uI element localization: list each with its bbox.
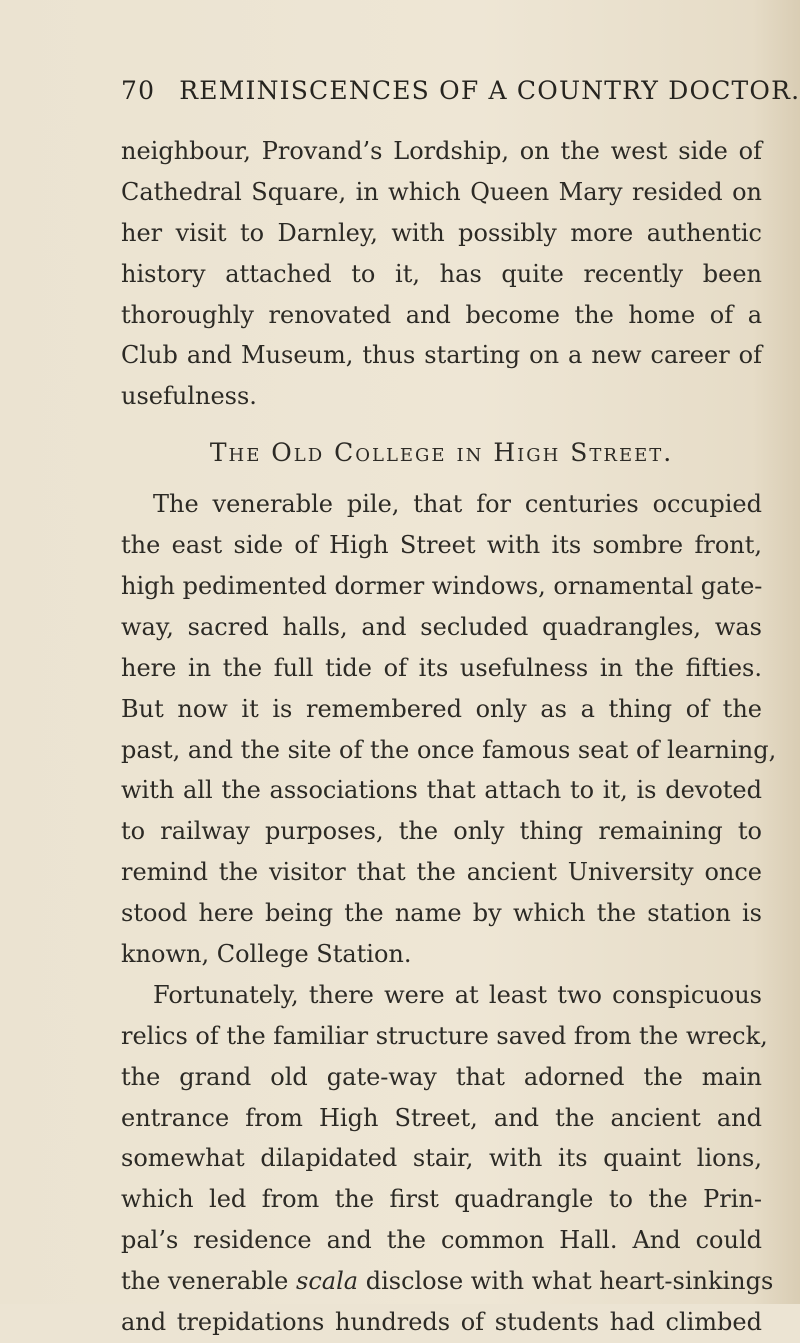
text-line: known, College Station.	[121, 940, 412, 969]
section-heading: The Old College in High Street.	[209, 438, 674, 468]
text-line: stood here being the name by which the station is	[121, 899, 762, 928]
text-line: But now it is remembered only as a thing of the	[121, 694, 762, 723]
text-line: and trepidations hundreds of students had climbed	[121, 1308, 762, 1337]
text-line: with all the associations that attach to it, is devoted	[121, 776, 762, 805]
text-line: to railway purposes, the only thing remaining to	[121, 817, 762, 846]
text-line: Club and Museum, thus starting on a new career of	[121, 341, 762, 370]
text-line: neighbour, Provand’s Lordship, on the west side of	[121, 137, 762, 165]
text-line: way, sacred halls, and secluded quadrangles, was	[121, 612, 762, 641]
text-line: the grand old gate-way that adorned the main	[121, 1062, 762, 1091]
text-line: relics of the familiar structure saved from the wreck,	[121, 1021, 768, 1050]
text-line: Cathedral Square, in which Queen Mary resided on	[121, 177, 762, 206]
text-line: The venerable pile, that for centuries occupied	[153, 490, 762, 519]
italic-word: scala	[296, 1267, 359, 1296]
page-number: 70	[121, 76, 156, 105]
text-line: here in the full tide of its usefulness in the fifties.	[121, 653, 762, 682]
text-line: which led from the first quadrangle to the Prin-	[121, 1185, 762, 1214]
text-line: entrance from High Street, and the ancient and	[121, 1103, 762, 1132]
paragraph-1	[121, 131, 762, 417]
text-fragment: disclose with what heart-sinkings	[358, 1267, 774, 1296]
text-line	[121, 1261, 774, 1302]
text-line: the east side of High Street with its sombre front,	[121, 531, 762, 560]
text-line: somewhat dilapidated stair, with its quaint lions,	[121, 1144, 762, 1173]
running-head-title: REMINISCENCES OF A COUNTRY DOCTOR.	[179, 76, 800, 105]
text-line: pal’s residence and the common Hall. And could	[121, 1226, 762, 1255]
text-line: remind the visitor that the ancient University once	[121, 858, 762, 887]
text-fragment: the venerable	[121, 1267, 297, 1296]
paragraph-3	[121, 975, 774, 1343]
body-text	[121, 131, 777, 1343]
text-line: Fortunately, there were at least two conspicuous	[153, 980, 762, 1009]
text-line: her visit to Darnley, with possibly more authentic	[121, 218, 762, 247]
text-line: high pedimented dormer windows, ornamental gate-	[121, 572, 763, 601]
text-line: usefulness.	[121, 382, 257, 411]
text-line: thoroughly renovated and become the home of a	[121, 300, 762, 329]
text-line: past, and the site of the once famous seat of learning,	[121, 735, 777, 764]
running-head	[121, 76, 800, 105]
paragraph-2	[121, 484, 777, 975]
text-line: history attached to it, has quite recently been	[121, 259, 762, 288]
